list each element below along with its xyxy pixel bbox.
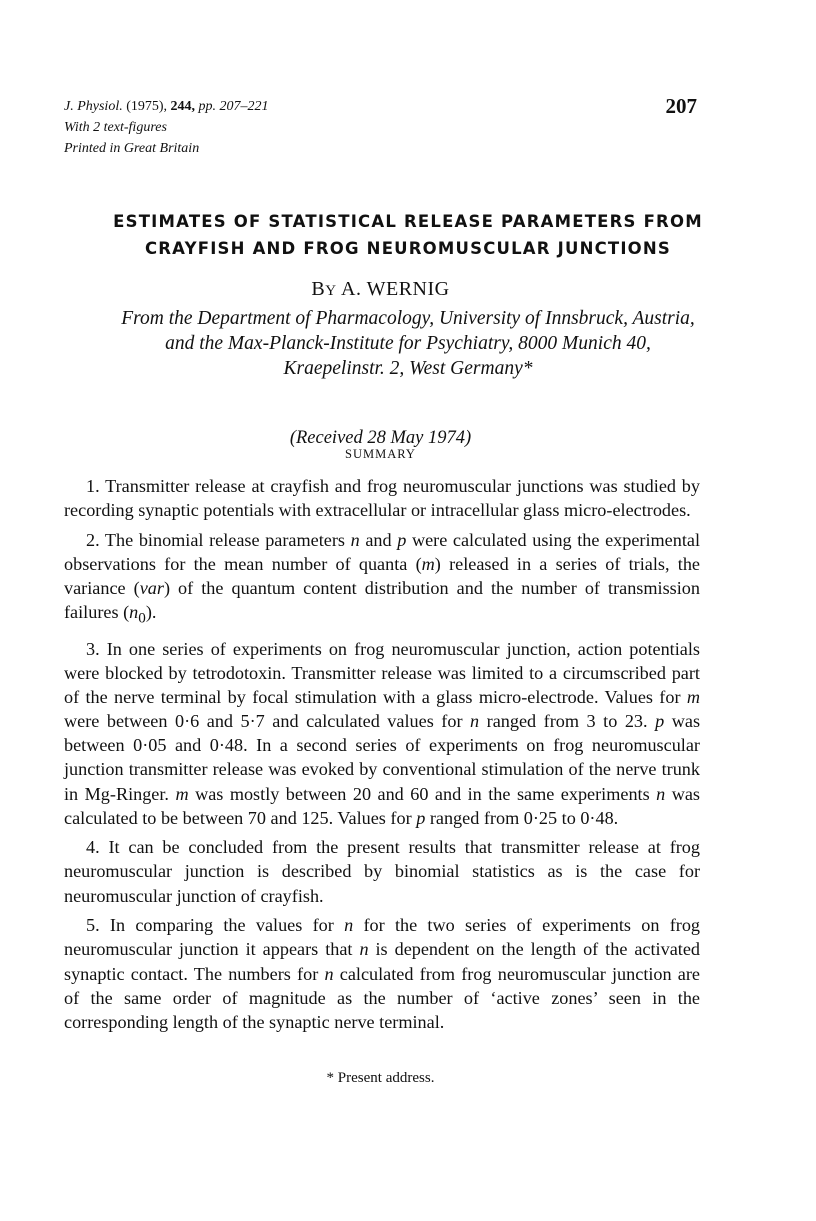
affiliation-line-2: and the Max-Planck-Institute for Psychiatry, 8000 Munich 40, [165, 333, 651, 354]
summary-paragraph-2: 2. The binomial release parameters n and p were calculated using the experimental observations for the mean number of quanta (m) released in a series of trials, the variance (var) of the quantum content distribution and the number of transmission failures $(n_0)$. [64, 529, 701, 627]
author-byline [64, 278, 697, 301]
summary-heading: SUMMARY [345, 447, 416, 461]
citation-year: (1975), [126, 99, 168, 114]
summary-paragraph-3: 3. In one series of experiments on frog neuromuscular junction, action potentials were blocked by tetrodotoxin. Transmitter release was limited to a circumscribed part of the nerve terminal by focal stimulation with a glass micro-electrode. Values for m were between 0·6 and 5·7 and calculated values for n ranged from 3 to 23. p was between 0·05 and 0·48. In a second series of experiments on frog neuromuscular junction transmitter release was evoked by conventional stimulation of the nerve trunk in Mg-Ringer. m was mostly between 20 and 60 and in the same experiments n was calculated to be between 70 and 125. Values for p ranged from 0·25 to 0·48. [64, 638, 701, 828]
author-affiliation [50, 306, 766, 381]
page-range: pp. 207–221 [198, 99, 269, 114]
volume-number: 244, [170, 99, 196, 114]
author-name: A. WERNIG [341, 278, 450, 300]
affiliation-line-1: From the Department of Pharmacology, University of Innsbruck, Austria, [121, 308, 695, 329]
affiliation-line-3: Kraepelinstr. 2, West Germany* [283, 358, 533, 379]
figures-note: With 2 text-figures [64, 120, 167, 135]
printed-note: Printed in Great Britain [64, 141, 200, 156]
summary-paragraph-4: 4. It can be concluded from the present results that transmitter release at frog neuromuscular junction is described by binomial statistics as is the case for neuromuscular junction of crayfish. [64, 837, 700, 906]
journal-name: J. Physiol. [64, 99, 123, 114]
title-line-2: CRAYFISH AND FROG NEUROMUSCULAR JUNCTIONS [144, 239, 672, 258]
article-title [40, 208, 776, 262]
received-date: (Received 28 May 1974) [289, 428, 472, 448]
running-header [64, 96, 697, 159]
by-initial: B [311, 278, 326, 300]
by-rest: Y [325, 283, 337, 299]
summary-body [64, 474, 700, 1040]
citation-line [64, 96, 697, 117]
summary-paragraph-1: 1. Transmitter release at crayfish and frog neuromuscular junctions was studied by recording synaptic potentials with extracellular or intracellular glass micro-electrodes. [64, 476, 700, 521]
footnote: * Present address. [326, 1070, 435, 1086]
page-number: 207 [665, 94, 697, 118]
summary-paragraph-5: 5. In comparing the values for n for the two series of experiments on frog neuromuscular junction it appears that n is dependent on the length of the activated synaptic contact. The numbers for n calculated from frog neuromuscular junction are of the same order of magnitude as the number of ‘active zones’ seen in the corresponding length of the synaptic nerve terminal. [64, 915, 701, 1032]
title-line-1: ESTIMATES OF STATISTICAL RELEASE PARAMETERS FROM [113, 212, 703, 231]
